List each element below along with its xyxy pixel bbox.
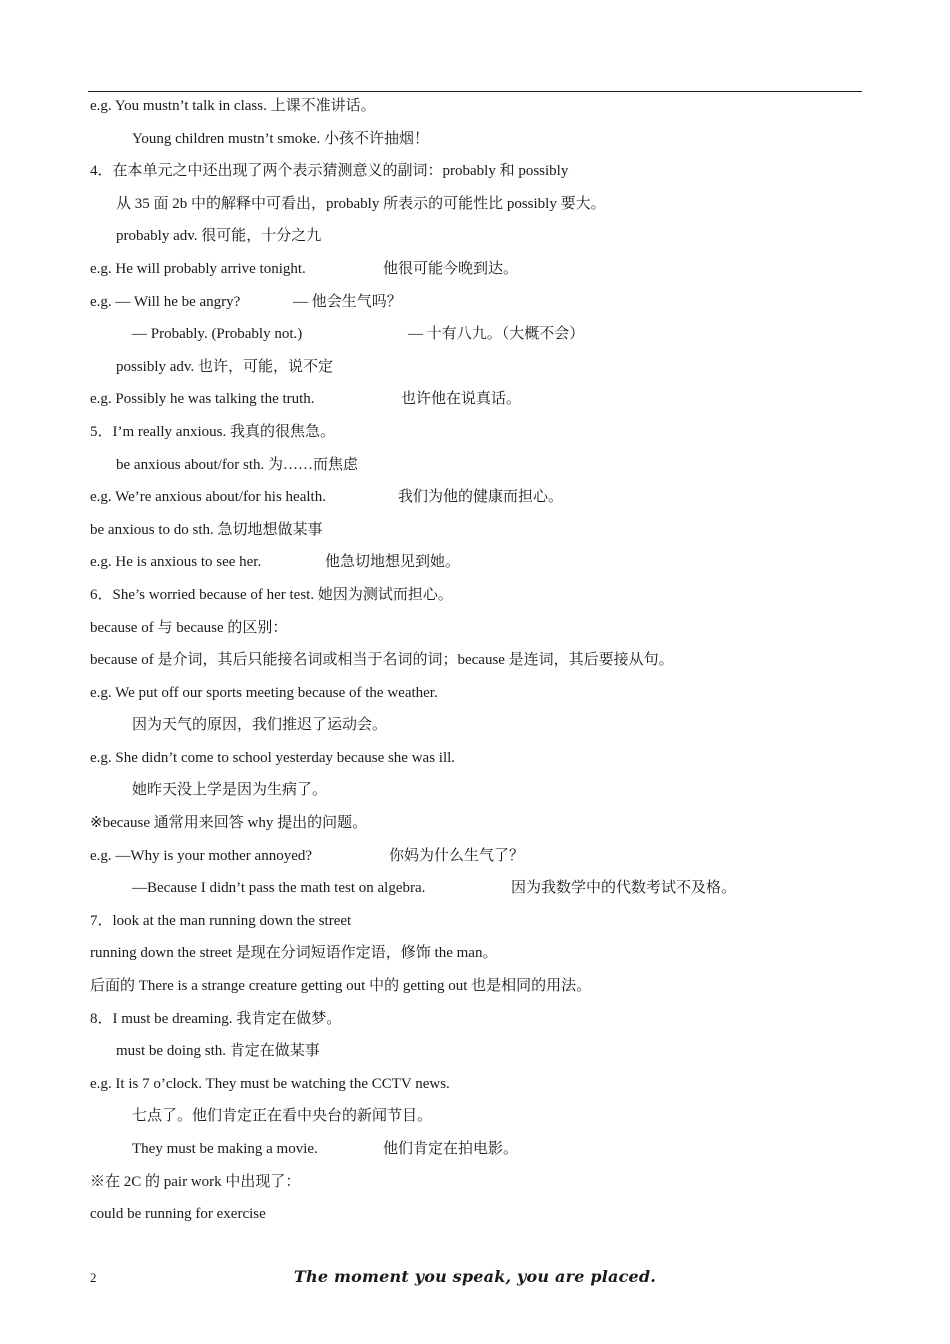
text-line xyxy=(90,321,870,354)
text-segment: — Probably. (Probably not.) xyxy=(132,326,303,343)
text-segment: 7．look at the man running down the street xyxy=(90,912,352,929)
text-segment: 七点了。他们肯定正在看中央台的新闻节目。 xyxy=(132,1108,433,1125)
text-line xyxy=(90,256,870,289)
text-segment: be anxious about/for sth. 为……而焦虑 xyxy=(116,456,359,473)
text-line xyxy=(90,289,870,322)
text-line xyxy=(90,1169,870,1202)
text-line xyxy=(90,93,870,126)
text-segment: —Because I didn’t pass the math test on algebra. xyxy=(132,880,426,897)
text-segment: 因为天气的原因，我们推迟了运动会。 xyxy=(132,717,388,734)
text-segment: ※because 通常用来回答 why 提出的问题。 xyxy=(90,815,368,832)
text-segment: running down the street 是现在分词短语作定语，修饰 the man。 xyxy=(90,945,498,962)
text-segment: 8．I must be dreaming. 我肯定在做梦。 xyxy=(90,1010,342,1027)
text-line xyxy=(90,875,870,908)
text-line xyxy=(90,1103,870,1136)
text-segment: e.g. He will probably arrive tonight. xyxy=(90,260,306,277)
document-body xyxy=(90,93,870,1234)
text-line xyxy=(90,1006,870,1039)
text-line xyxy=(90,549,870,582)
text-line xyxy=(90,940,870,973)
text-line xyxy=(90,810,870,843)
text-line xyxy=(90,908,870,941)
text-segment: e.g. — Will he be angry? xyxy=(90,293,241,310)
text-segment: e.g. It is 7 o’clock. They must be watching the CCTV news. xyxy=(90,1075,450,1092)
text-segment: because of 是介词，其后只能接名词或相当于名词的词；because 是连词，其后要接从句。 xyxy=(90,652,674,669)
text-segment: e.g. She didn’t come to school yesterday because she was ill. xyxy=(90,749,456,766)
header-rule xyxy=(88,91,862,92)
text-segment: 你妈为什么生气了？ xyxy=(389,847,525,864)
text-segment: possibly adv. 也许，可能，说不定 xyxy=(116,358,333,375)
text-line xyxy=(90,484,870,517)
text-line xyxy=(90,582,870,615)
text-line xyxy=(90,712,870,745)
text-segment: because of 与 because 的区别： xyxy=(90,619,288,636)
text-line xyxy=(90,354,870,387)
text-segment: 后面的 There is a strange creature getting out 中的 getting out 也是相同的用法。 xyxy=(90,978,592,995)
text-line xyxy=(90,777,870,810)
text-segment: — 他会生气吗？ xyxy=(293,293,402,310)
footer-motto: The moment you speak, you are placed. xyxy=(293,1267,657,1286)
text-segment: 他们肯定在拍电影。 xyxy=(383,1141,519,1157)
text-line xyxy=(90,1136,870,1169)
page-number: 2 xyxy=(90,1270,97,1285)
text-segment: 也许他在说真话。 xyxy=(401,391,522,408)
text-line xyxy=(90,843,870,876)
text-line xyxy=(90,973,870,1006)
text-segment: 他很可能今晚到达。 xyxy=(383,260,519,277)
text-line xyxy=(90,419,870,452)
text-line xyxy=(90,191,870,224)
text-segment: 6．She’s worried because of her test. 她因为测试而担心。 xyxy=(90,586,453,603)
text-segment: e.g. He is anxious to see her. xyxy=(90,554,262,571)
text-segment: probably adv. 很可能，十分之九 xyxy=(116,228,322,245)
text-segment: 从 35 面 2b 中的解释中可看出，probably 所表示的可能性比 possibly 要大。 xyxy=(116,195,606,212)
text-line xyxy=(90,647,870,680)
text-line xyxy=(90,745,870,778)
text-line xyxy=(90,1201,870,1234)
text-line xyxy=(90,1038,870,1071)
text-line xyxy=(90,680,870,713)
text-segment: Young children mustn’t smoke. 小孩不许抽烟！ xyxy=(132,130,429,147)
text-segment: — 十有八九。（大概不会） xyxy=(408,326,585,343)
text-line xyxy=(90,158,870,191)
text-segment: 我们为他的健康而担心。 xyxy=(398,489,564,506)
text-segment: must be doing sth. 肯定在做某事 xyxy=(116,1043,320,1060)
text-segment: e.g. Possibly he was talking the truth. xyxy=(90,391,315,408)
text-segment: 5．I’m really anxious. 我真的很焦急。 xyxy=(90,423,335,440)
text-segment: e.g. We put off our sports meeting because of the weather. xyxy=(90,684,438,701)
text-line xyxy=(90,517,870,550)
text-segment: be anxious to do sth. 急切地想做某事 xyxy=(90,521,323,538)
text-segment: could be running for exercise xyxy=(90,1206,266,1223)
text-segment: e.g. We’re anxious about/for his health. xyxy=(90,489,326,506)
text-line xyxy=(90,386,870,419)
text-segment: e.g. You mustn’t talk in class. 上课不准讲话。 xyxy=(90,98,376,114)
text-segment: They must be making a movie. xyxy=(132,1141,318,1157)
text-line xyxy=(90,615,870,648)
text-segment: 她昨天没上学是因为生病了。 xyxy=(132,782,328,799)
text-line xyxy=(90,1071,870,1104)
text-segment: ※在 2C 的 pair work 中出现了： xyxy=(90,1173,301,1190)
text-line xyxy=(90,223,870,256)
text-segment: 他急切地想见到她。 xyxy=(325,554,461,571)
text-segment: 4．在本单元之中还出现了两个表示猜测意义的副词：probably 和 possibly xyxy=(90,163,569,180)
text-segment: 因为我数学中的代数考试不及格。 xyxy=(511,880,737,897)
text-line xyxy=(90,126,870,159)
text-line xyxy=(90,452,870,485)
text-segment: e.g. —Why is your mother annoyed? xyxy=(90,847,313,864)
